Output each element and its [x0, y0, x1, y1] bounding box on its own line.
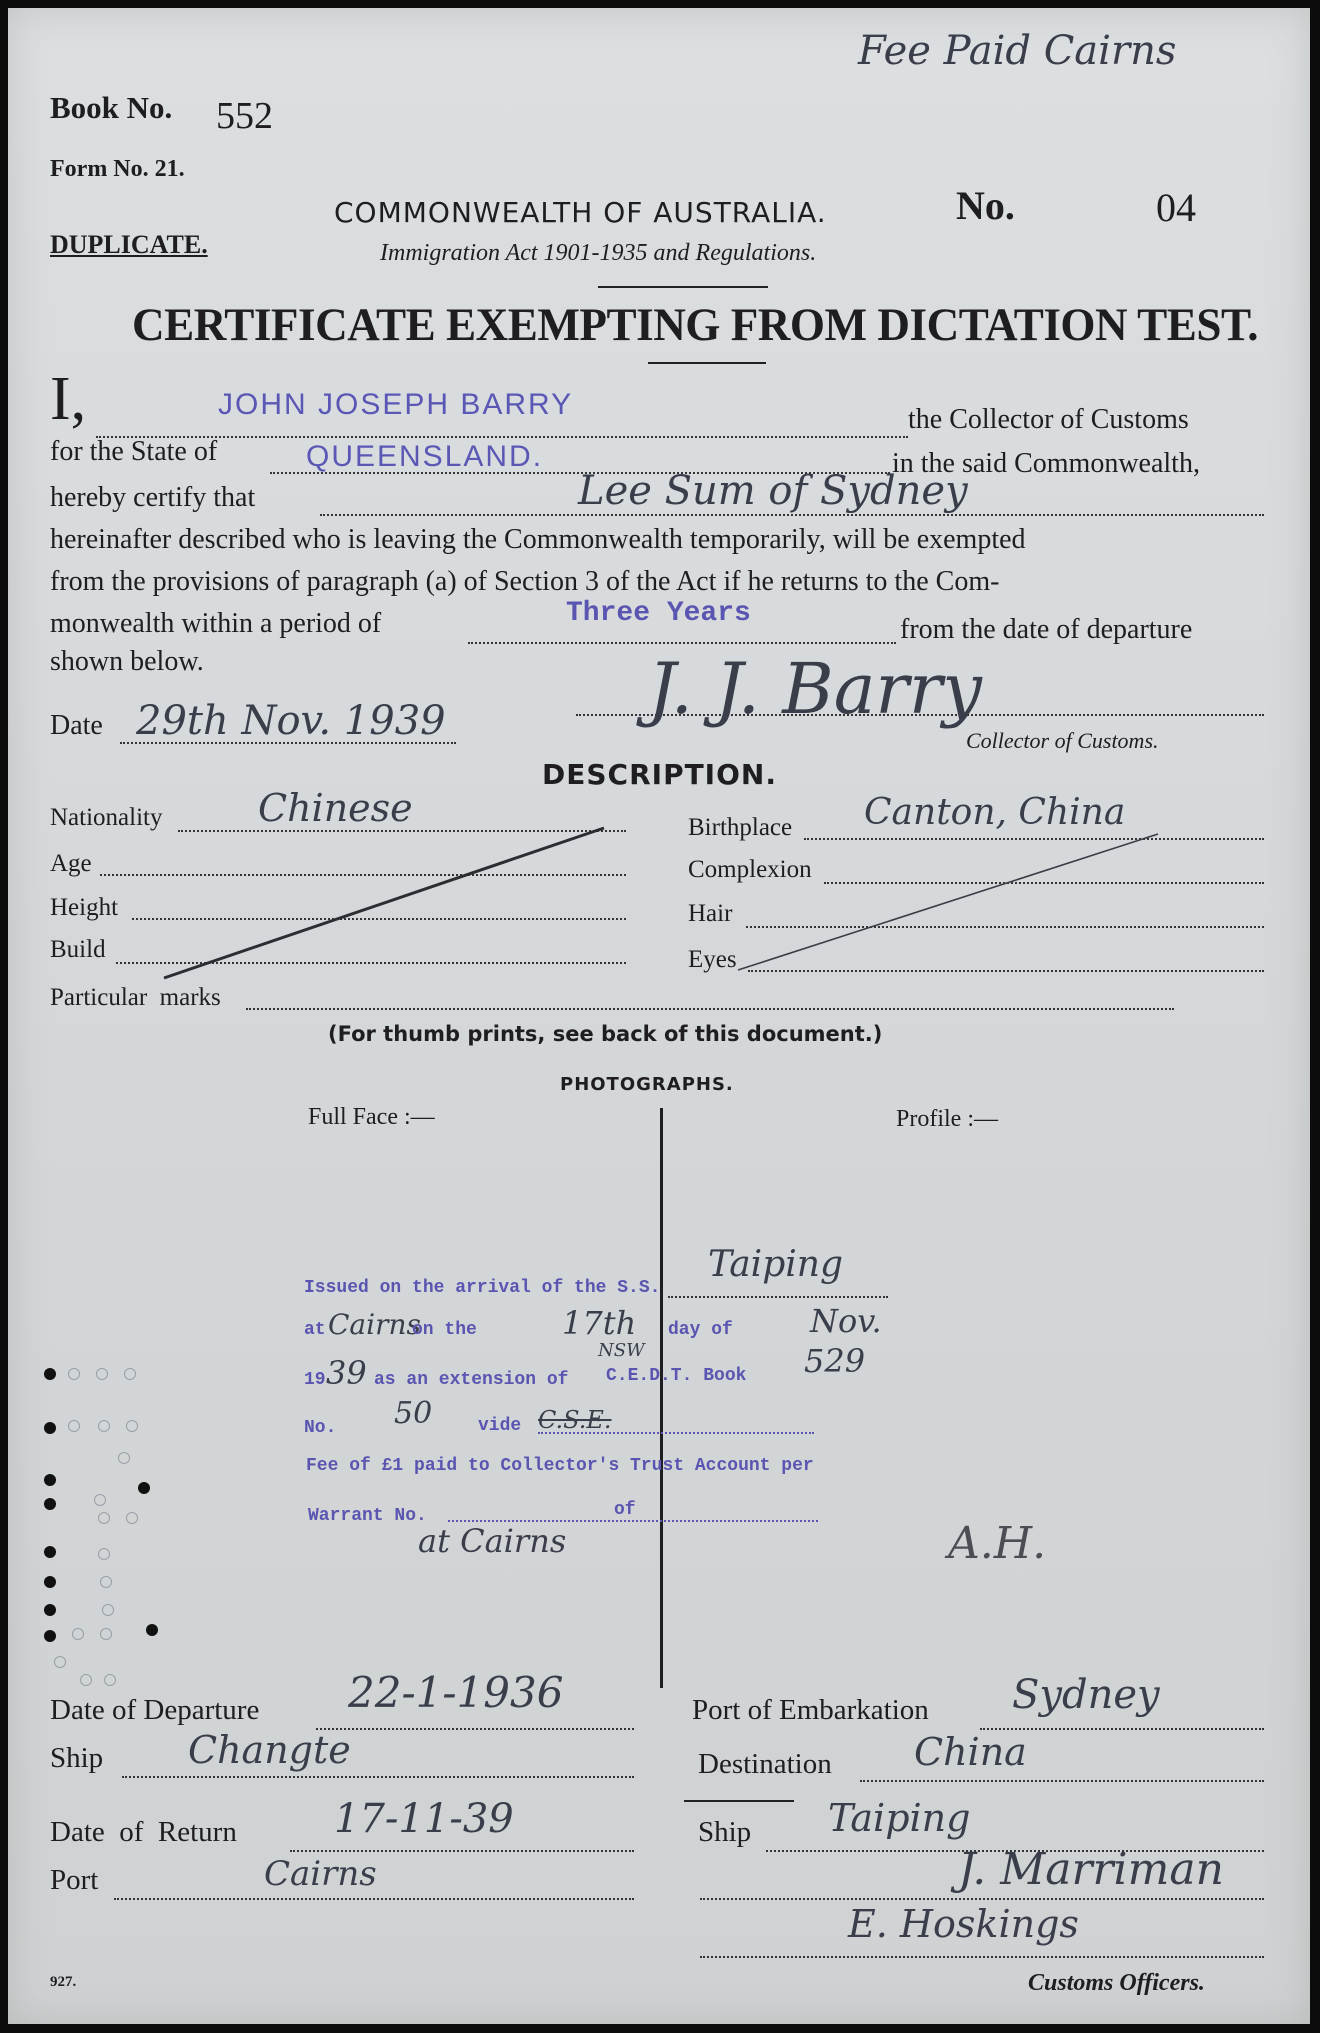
height-label: Height: [50, 894, 119, 921]
officer-signature-1: J. Marriman: [958, 1844, 1224, 1895]
collector-name: JOHN JOSEPH BARRY: [218, 388, 574, 421]
number-label: No.: [956, 183, 1015, 228]
body-line-5: from the provisions of paragraph (a) of Section 3 of the Act if he returns to the Com-: [50, 566, 1000, 597]
duplicate-label: DUPLICATE.: [50, 230, 208, 259]
certify-label: hereby certify that: [50, 482, 256, 513]
stamp-no: 50: [394, 1396, 433, 1431]
nationality-value: Chinese: [258, 786, 413, 830]
certificate-number: 04: [1156, 185, 1196, 230]
eyes-label: Eyes: [688, 946, 737, 973]
hair-label: Hair: [688, 900, 733, 927]
period-value: Three Years: [566, 598, 751, 629]
stamp-vide: vide: [478, 1416, 522, 1436]
stamp-line-1: Issued on the arrival of the S.S.: [304, 1278, 661, 1298]
state-label: for the State of: [50, 436, 218, 467]
photo-divider: [660, 1108, 663, 1688]
stamp-of-label: of: [614, 1500, 636, 1520]
stamp-on-the: on the: [412, 1320, 477, 1340]
certificate-document: [8, 8, 1310, 2024]
stamp-day: 17th: [562, 1304, 637, 1342]
commonwealth-text: in the said Commonwealth,: [892, 448, 1200, 479]
period-label: monwealth within a period of: [50, 608, 382, 639]
officer-signature-2: E. Hoskings: [848, 1902, 1079, 1946]
return-date-label: Date of Return: [50, 1816, 237, 1848]
shown-below: shown below.: [50, 646, 204, 677]
departure-ship-label: Ship: [50, 1742, 104, 1774]
return-ship: Taiping: [828, 1796, 971, 1840]
strike-lines: [8, 8, 1310, 1008]
body-line-4: hereinafter described who is leaving the Commonwealth temporarily, will be exempted: [50, 524, 1026, 555]
section-rule: [684, 1800, 794, 1802]
act-subheading: Immigration Act 1901-1935 and Regulations.: [380, 240, 817, 266]
period-suffix: from the date of departure: [900, 614, 1193, 645]
birthplace-label: Birthplace: [688, 814, 793, 841]
holder-name: Lee Sum of Sydney: [578, 468, 968, 514]
return-ship-label: Ship: [698, 1816, 752, 1848]
return-port: Cairns: [264, 1854, 377, 1894]
stamp-month: Nov.: [810, 1302, 882, 1340]
age-label: Age: [50, 850, 92, 877]
officer-initials: A.H.: [948, 1518, 1047, 1569]
stamp-vide-value: C.S.E.: [538, 1406, 612, 1434]
certificate-title: CERTIFICATE EXEMPTING FROM DICTATION TEST.: [132, 299, 1259, 351]
departure-date: 22-1-1936: [348, 1668, 564, 1717]
destination-label: Destination: [698, 1748, 832, 1780]
stamp-warrant-label: Warrant No.: [308, 1506, 427, 1526]
collector-signature: J. J. Barry: [648, 648, 982, 730]
departure-ship: Changte: [188, 1728, 351, 1772]
agency-heading: COMMONWEALTH OF AUSTRALIA.: [334, 196, 827, 229]
stamp-nsw: NSW: [598, 1340, 645, 1361]
stamp-port: Cairns: [328, 1308, 421, 1341]
book-number: 552: [216, 95, 273, 137]
stamp-at-cairns: at Cairns: [418, 1522, 567, 1560]
stamp-book-label: C.E.D.T. Book: [606, 1366, 747, 1386]
stamp-extension: as an extension of: [374, 1370, 569, 1390]
fee-paid-note: Fee Paid Cairns: [858, 28, 1177, 74]
full-face-label: Full Face :—: [308, 1104, 435, 1130]
stamp-fee-line: Fee of £1 paid to Collector's Trust Account per: [306, 1456, 814, 1476]
embarkation-port: Sydney: [1012, 1672, 1160, 1718]
thumb-print-note: (For thumb prints, see back of this document.): [328, 1022, 883, 1046]
date-label: Date: [50, 710, 103, 741]
customs-officers-label: Customs Officers.: [1028, 1970, 1205, 1996]
birthplace-value: Canton, China: [864, 792, 1126, 833]
stamp-day-of: day of: [668, 1320, 733, 1340]
departure-date-label: Date of Departure: [50, 1694, 260, 1726]
description-heading: DESCRIPTION.: [542, 758, 777, 791]
stamp-ship: Taiping: [708, 1244, 843, 1285]
collector-label: Collector of Customs.: [966, 728, 1159, 753]
state-value: QUEENSLAND.: [306, 440, 544, 473]
destination-value: China: [914, 1730, 1027, 1774]
collector-text: the Collector of Customs: [908, 404, 1189, 435]
book-label: Book No.: [50, 90, 173, 125]
build-label: Build: [50, 936, 106, 963]
profile-label: Profile :—: [896, 1106, 998, 1132]
body-i: I,: [50, 365, 87, 433]
photographs-heading: PHOTOGRAPHS.: [560, 1074, 734, 1095]
form-number: Form No. 21.: [50, 156, 185, 182]
footer-code: 927.: [50, 1974, 77, 1990]
issue-date: 29th Nov. 1939: [136, 698, 446, 744]
stamp-year: 39: [326, 1354, 367, 1392]
return-port-label: Port: [50, 1864, 99, 1896]
stamp-19: 19: [304, 1370, 326, 1390]
stamp-no-label: No.: [304, 1418, 337, 1438]
stamp-at: at: [304, 1320, 326, 1340]
stamp-book: 529: [804, 1342, 866, 1380]
return-date: 17-11-39: [334, 1796, 514, 1842]
embarkation-label: Port of Embarkation: [692, 1694, 929, 1726]
particular-marks-label: Particular marks: [50, 984, 221, 1011]
complexion-label: Complexion: [688, 856, 812, 883]
nationality-label: Nationality: [50, 804, 163, 831]
